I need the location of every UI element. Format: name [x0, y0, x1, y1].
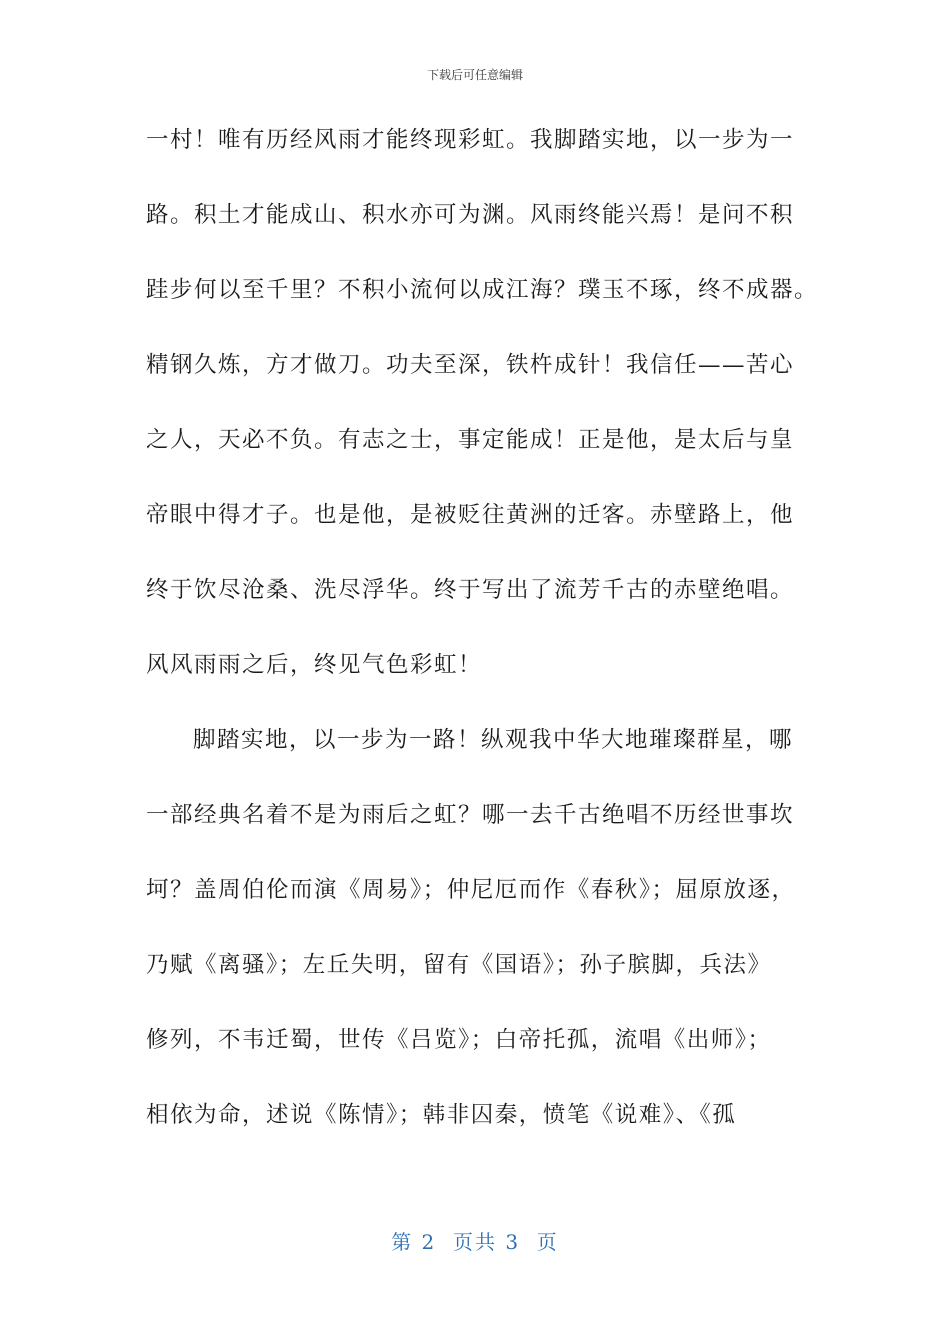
text-line: 相依为命，述说《陈情》；韩非囚秦，愤笔《说难》、《孤 [146, 1102, 737, 1128]
text-line: 路。积土才能成山、积水亦可为渊。风雨终能兴焉！是问不积 [146, 202, 795, 228]
text-line: 风风雨雨之后，终见气色彩虹！ [146, 652, 483, 678]
text-line: 一村！唯有历经风雨才能终现彩虹。我脚踏实地，以一步为一 [146, 127, 795, 153]
text-line: 坷？盖周伯伦而演《周易》；仲尼厄而作《春秋》；屈原放逐， [146, 877, 796, 903]
text-line: 精钢久炼，方才做刀。功夫至深，铁杵成针！我信任——苦心 [146, 352, 795, 378]
page-header: 下载后可任意编辑 [426, 68, 523, 82]
document-body [146, 122, 819, 1172]
page-number-footer [0, 1226, 950, 1255]
text-line: 帝眼中得才子。也是他，是被贬往黄洲的迁客。赤壁路上，他 [146, 502, 795, 528]
text-line: 一部经典名着不是为雨后之虹？哪一去千古绝唱不历经世事坎 [146, 802, 795, 828]
text-line: 之人，天必不负。有志之士，事定能成！正是他，是太后与皇 [146, 427, 795, 453]
text-line: 终于饮尽沧桑、洗尽浮华。终于写出了流芳千古的赤壁绝唱。 [146, 577, 795, 603]
text-line: 乃赋《离骚》；左丘失明，留有《国语》；孙子膑脚，兵法》 [146, 952, 772, 978]
text-line: 跬步何以至千里？不积小流何以成江海？璞玉不琢，终不成器。 [146, 277, 819, 303]
page-number-label: 第 2 页共 3 页 [391, 1230, 559, 1254]
paragraph-start-line: 脚踏实地，以一步为一路！纵观我中华大地璀璨群星，哪 [193, 727, 794, 753]
text-line: 修列，不韦迁蜀，世传《吕览》；白帝托孤，流唱《出师》； [146, 1027, 772, 1053]
